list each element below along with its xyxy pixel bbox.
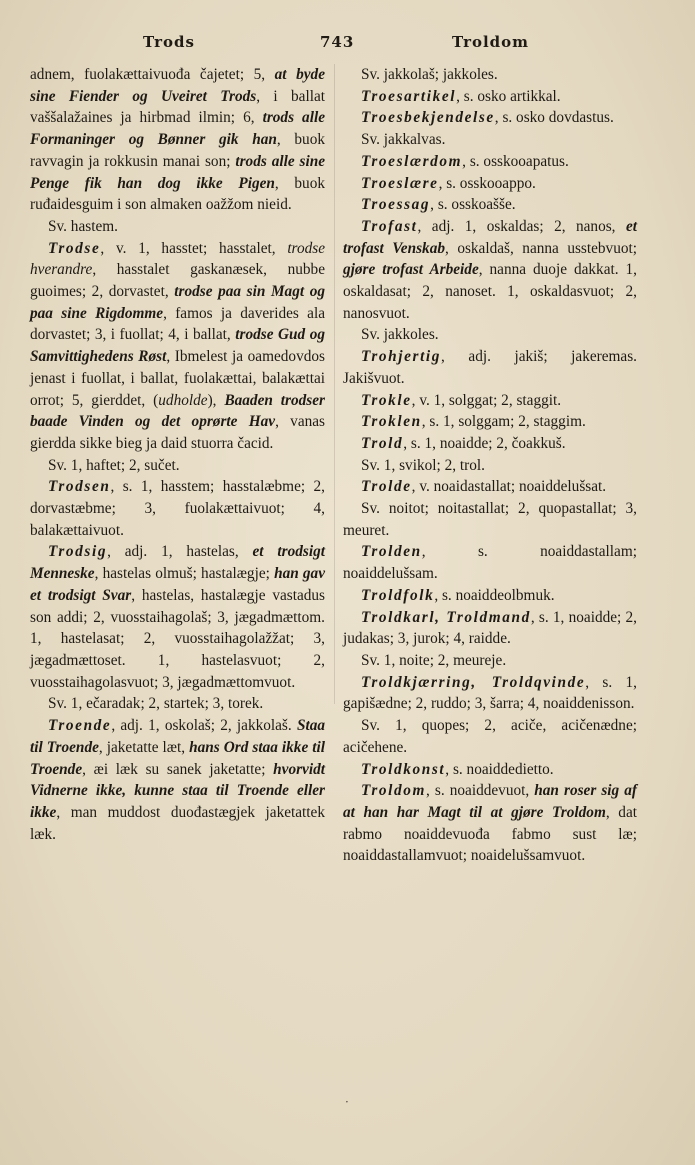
- headword: Troesartikel: [361, 87, 457, 105]
- headword: Trolden: [361, 543, 422, 561]
- entry: Trodsig, adj. 1, hastelas, et trodsigt Menneske, hastelas olmuš; hastalægje; han gav et trodsigt Svar, hastelas, hastalægje vastadus son addi; 2, vuosstaihagolaš; 3, jægadmættom. 1, hastelasat; 2, vuosstaihagolažžat; 3, jægadmættoset. 1, hastelasvuot; 2, vuosstaihagolasvuot; 3, jægadmættomvuot.: [30, 543, 326, 691]
- entry: Troldfolk, s. noaiddeolbmuk.: [361, 586, 555, 604]
- headword: Troende: [48, 717, 112, 735]
- entry: Troessag, s. osskoašše.: [361, 196, 516, 214]
- entry: Sv. jakkolaš; jakkoles.: [361, 66, 498, 83]
- headword: Troldom: [361, 782, 427, 800]
- entry: Troldom, s. noaiddevuot, han roser sig af at han har Magt til at gjøre Troldom, dat rabmo noaiddevuođa fabmo sust læ; noaiddastallamvuot; noaidelušsamvuot.: [343, 782, 637, 865]
- entry: Sv. noitot; noitastallat; 2, quopastallat; 3, meuret.: [343, 500, 637, 539]
- entry: Sv. jakkoles.: [361, 326, 439, 344]
- entry: Sv. 1, haftet; 2, sučet.: [48, 456, 180, 474]
- entry: Trokle, v. 1, solggat; 2, staggit.: [361, 391, 562, 409]
- headword: Trohjertig: [361, 348, 442, 366]
- left-column: [30, 64, 325, 845]
- entry: Troesbekjendelse, s. osko dovdastus.: [361, 109, 614, 127]
- headword: Trokle: [361, 391, 412, 409]
- entry: Trodse, v. 1, hasstet; hasstalet, trodse hverandre, hasstalet gaskanæsek, nubbe guoimes; 2, dorvastet, trodse paa sin Magt og paa sine Rigdomme, famos ja daverides ala dorvastet; 3, i fuollat; 4, i ballat, trodse Gud og Samvittighedens Røst, Ibmelest ja oamedovdos jenast i fuollat, i ballat, fuolakættai, balakættai orrot; 5, gierddet, (udholde), Baaden trodser baade Vinden og det oprørte Hav, vanas gierdda sikke bieg ja daid stuorra čacid.: [30, 239, 326, 452]
- entry: Sv. 1, noite; 2, meureje.: [361, 651, 507, 669]
- headword: Troklen: [361, 413, 422, 431]
- headword: Trodsig: [48, 543, 108, 561]
- entry: Trodsen, s. 1, hasstem; hasstalæbme; 2, dorvastæbme; 3, fuolakættaivuot; 4, balakættaivuot.: [30, 478, 325, 539]
- column-divider: [334, 64, 335, 704]
- entry: Troeslærdom, s. osskooapatus.: [361, 152, 569, 170]
- entry: Troklen, s. 1, solggam; 2, staggim.: [361, 413, 586, 431]
- headword: Trold: [361, 434, 404, 452]
- headword: Trodsen: [48, 478, 111, 496]
- entry: Sv. 1, quopes; 2, aciče, acičenædne; acičehene.: [343, 717, 637, 756]
- headword: Troldkarl, Troldmand: [361, 608, 531, 626]
- headword: Troesbekjendelse: [361, 109, 495, 127]
- header-left-word: Trods: [143, 33, 195, 51]
- running-header: [0, 33, 695, 57]
- entry: Sv. jakkalvas.: [361, 131, 446, 149]
- entry: Sv. hastem.: [48, 217, 118, 235]
- entry: Troende, adj. 1, oskolaš; 2, jakkolaš. Staa til Troende, jaketatte læt, hans Ord staa ikke til Troende, æi læk su sanek jaketatte; hvorvidt Vidnerne ikke, kunne staa til Troende eller ikke, man muddost duođastægjek jaketattek læk.: [30, 717, 325, 843]
- right-column: [343, 64, 637, 867]
- headword: Trodse: [48, 239, 101, 257]
- entry: Troeslære, s. osskooappo.: [361, 174, 536, 192]
- entry: Troldkonst, s. noaiddedietto.: [361, 760, 554, 778]
- entry: Trohjertig, adj. jakiš; jakeremas. Jakišvuot.: [343, 348, 637, 387]
- headword: Troeslærdom: [361, 152, 463, 170]
- headword: Troessag: [361, 196, 431, 214]
- headword: Troldkonst: [361, 760, 446, 778]
- header-right-word: Troldom: [452, 33, 530, 51]
- entry: Trolde, v. noaidastallat; noaiddelušsat.: [361, 478, 607, 496]
- entry: Sv. 1, svikol; 2, trol.: [361, 456, 485, 474]
- entry: Trofast, adj. 1, oskaldas; 2, nanos, et trofast Venskab, oskaldaš, nanna usstebvuot; gjøre trofast Arbeide, nanna duoje dakkat. 1, oskaldasat; 2, nanoset. 1, oskaldasvuot; 2, nanosvuot.: [343, 217, 638, 322]
- entry: Troldkjærring, Troldqvinde, s. 1, gapišædne; 2, ruddo; 3, šarra; 4, noaiddenisson.: [343, 673, 637, 713]
- entry: Troesartikel, s. osko artikkal.: [361, 87, 561, 105]
- margin-mark: ·: [345, 1095, 349, 1109]
- headword: Troeslære: [361, 174, 439, 192]
- headword: Troldkjærring, Troldqvinde: [361, 673, 586, 691]
- entry: Trold, s. 1, noaidde; 2, čoakkuš.: [361, 434, 566, 452]
- headword: Trolde: [361, 478, 412, 496]
- entry: adnem, fuolakættaivuođa čajetet; 5, at byde sine Fiender og Uveiret Trods, i ballat vaššalažaines ja hirbmad ilmin; 6, trods alle Formaninger og Bønner gik han, buok ravvagin ja rokkusin manai son; trods alle sine Penge fik han dog ikke Pigen, buok ruđaidesguim i son almaken oažžom nieid.: [30, 66, 326, 214]
- entry: Troldkarl, Troldmand, s. 1, noaidde; 2, judakas; 3, jurok; 4, raidde.: [343, 608, 637, 648]
- entry: Sv. 1, ečaradak; 2, startek; 3, torek.: [48, 695, 264, 713]
- entry: Trolden, s. noaiddastallam; noaiddelušsam.: [343, 543, 637, 583]
- headword: Troldfolk: [361, 586, 435, 604]
- headword: Trofast: [361, 217, 418, 235]
- page-number: 743: [320, 33, 355, 51]
